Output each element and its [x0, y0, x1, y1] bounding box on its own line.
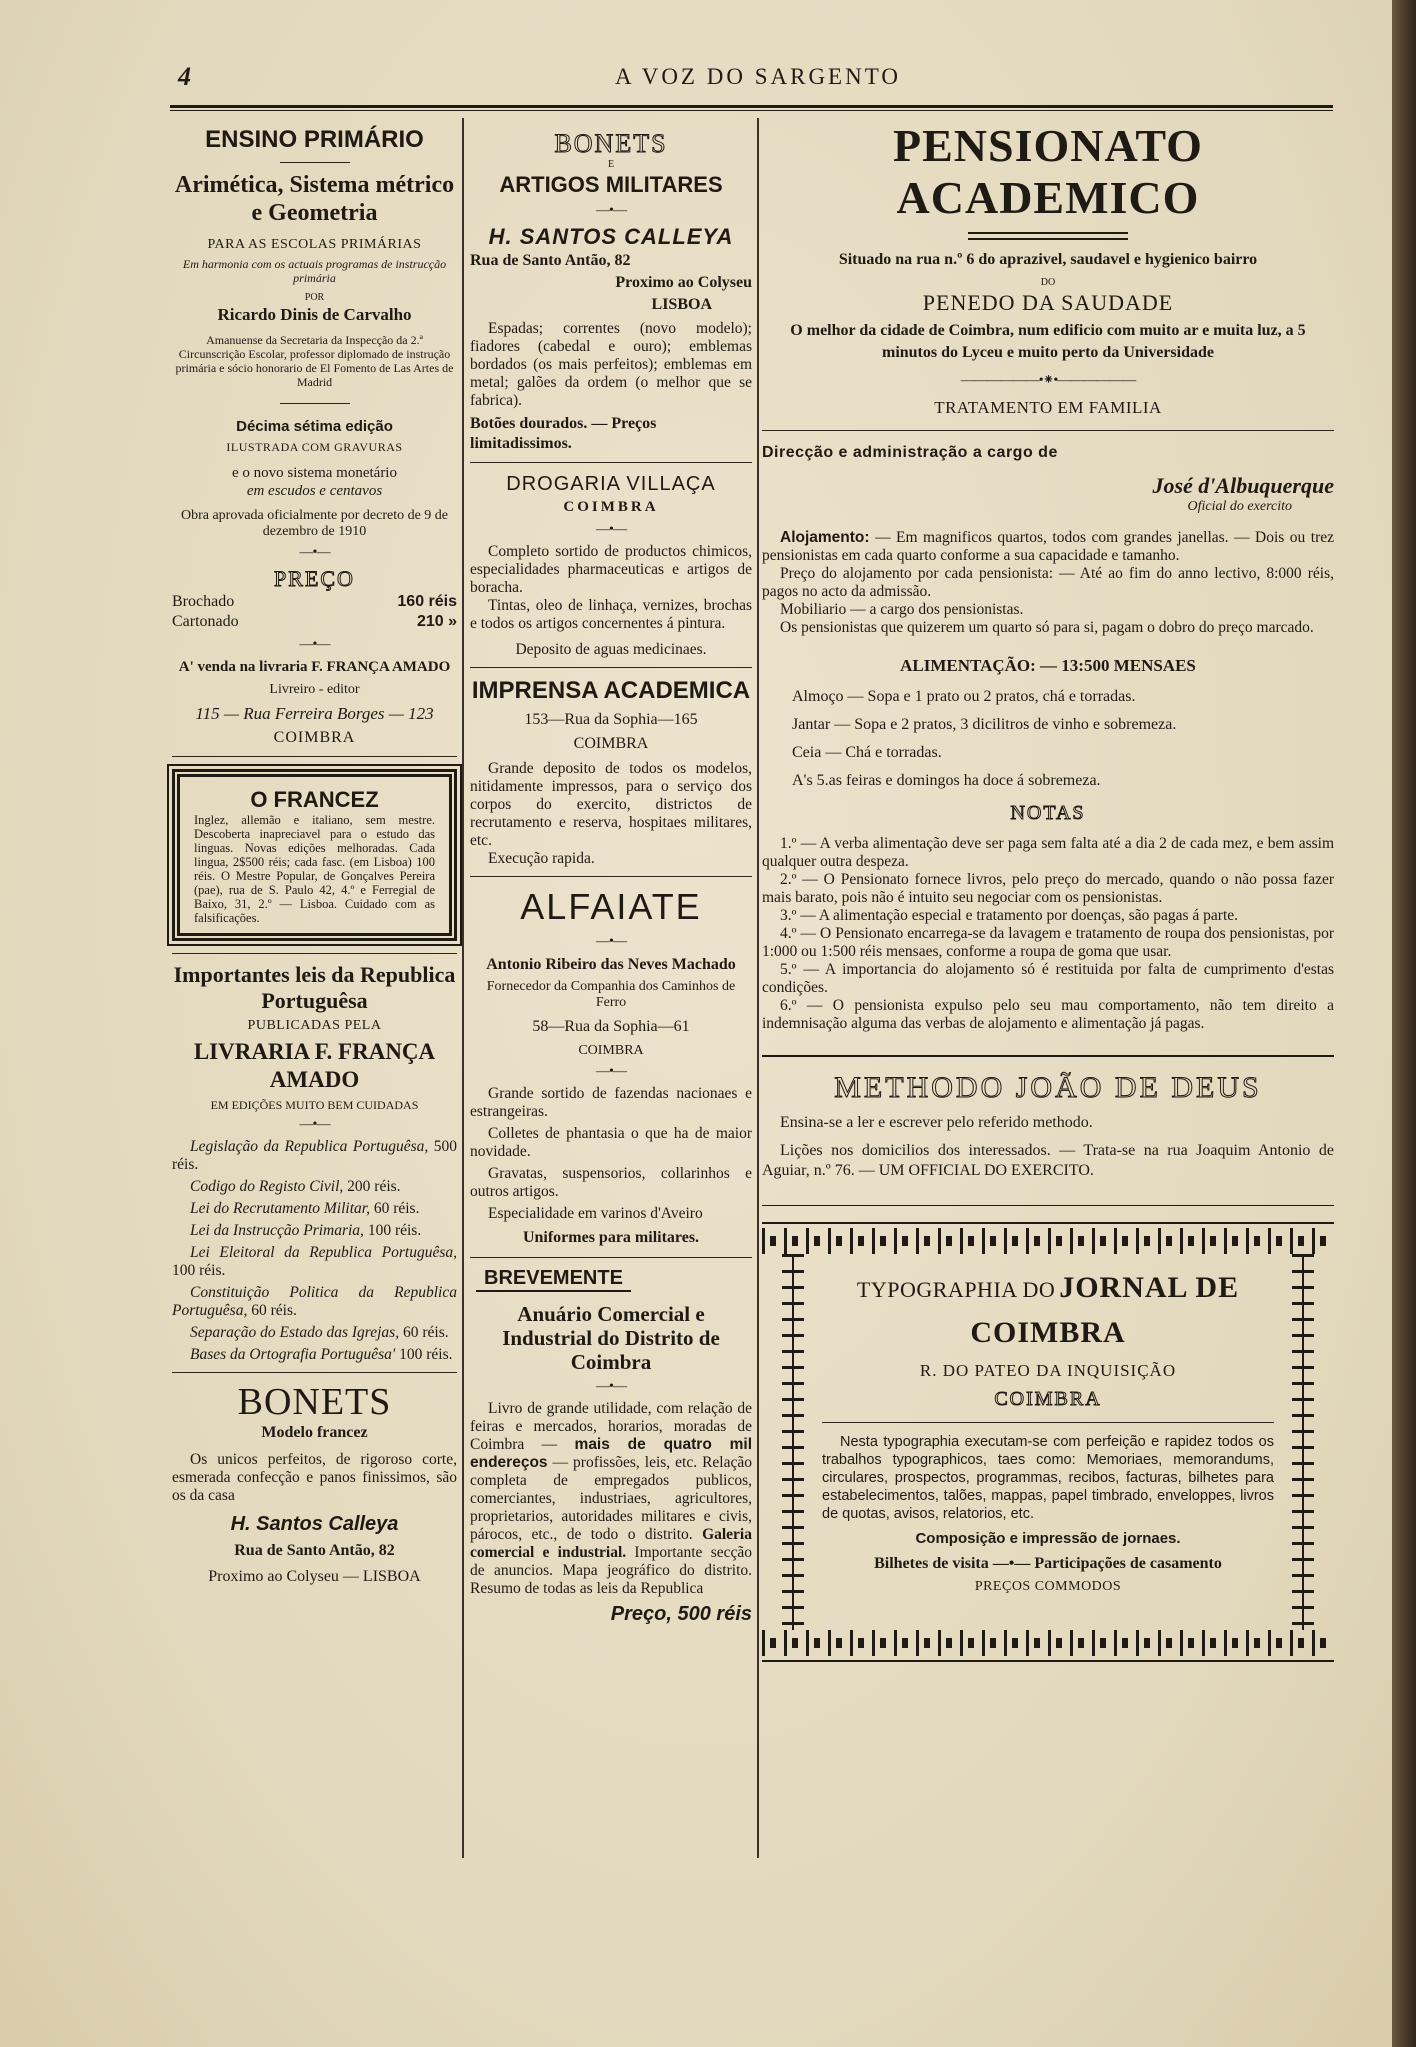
location: Proximo ao Colyseu — LISBOA: [208, 1568, 421, 1585]
law-price: 60 réis.: [402, 1324, 449, 1341]
audience: PARA AS ESCOLAS PRIMÁRIAS: [207, 237, 422, 252]
city: COIMBRA: [994, 1388, 1102, 1410]
law-title: Legislação da Republica Portuguêsa,: [190, 1138, 429, 1155]
food-title: ALIMENTAÇÃO: — 13:500 MENSAES: [900, 656, 1196, 675]
section-divider: [470, 667, 752, 668]
ad-title: ENSINO PRIMÁRIO: [205, 126, 424, 153]
page-number: 4: [178, 62, 191, 91]
divider: [280, 162, 350, 163]
ad-footer: Botões dourados. — Preços limitadissimos.: [470, 415, 657, 452]
ornament: —•—: [596, 1379, 626, 1394]
column-rule-2: [757, 118, 759, 1858]
divider: [762, 430, 1334, 431]
title-main: JORNAL DE COIMBRA: [970, 1271, 1240, 1349]
price-label: Cartonado: [172, 613, 239, 630]
ad-text-4: Especialidade em varinos d'Aveiro: [488, 1205, 703, 1222]
ad-text: Grande deposito de todos os modelos, nitidamente impressos, para o serviço dos corpos do exercito, districtos de recrutamento e reserva, hospitaes militares, etc.: [470, 760, 752, 849]
approval: Obra aprovada oficialmente por decreto de 9 de dezembro de 1910: [180, 508, 449, 539]
ad-title: O FRANCEZ: [250, 787, 379, 812]
ad-methodo: [762, 1071, 1334, 1181]
program-note: Em harmonia com os actuais programas de instrucção primária: [182, 257, 447, 285]
editions-note: EM EDIÇÕES MUITO BEM CUIDADAS: [210, 1098, 419, 1112]
ad-text-2: Colletes de phantasia o que ha de maior novidade.: [470, 1125, 752, 1160]
lodging-text: — Em magnificos quartos, todos com grandes janellas. — Dois ou trez pensionistas em cada quarto conforme a sua capacidade e tamanho.: [762, 529, 1335, 564]
note-item: 3.º — A alimentação especial e tratamento por doenças, são pagas á parte.: [780, 907, 1238, 924]
address: 58—Rua da Sophia—61: [532, 1018, 690, 1035]
do-label: DO: [1040, 277, 1056, 288]
notes-list: [762, 835, 1334, 1033]
ornament: —•—: [992, 1555, 1035, 1572]
divider: [822, 1422, 1274, 1423]
column-2: [470, 120, 752, 1626]
note-item: 5.º — A importancia do alojamento só é restituida por falta de cumprimento d'estas condições.: [762, 961, 1334, 996]
law-price: 100 réis.: [399, 1346, 453, 1363]
ad-line-2: Lições nos domicilios dos interessados. — Trata-se na rua Joaquim Antonio de Aguiar, n.º 76. — UM OFFICIAL DO EXERCITO.: [762, 1142, 1334, 1179]
furniture: Mobiliario — a cargo dos pensionistas.: [780, 601, 1024, 618]
note-item: 6.º — O pensionista expulso pelo seu mau comportamento, não tem direito a indemnisação alguma das verbas de alojamento e alimentação já pagas.: [762, 997, 1334, 1032]
section-divider: [470, 876, 752, 877]
law-title: Separação do Estado das Igrejas,: [190, 1324, 400, 1341]
ad-text: [470, 1400, 752, 1598]
law-title: Lei da Instrucção Primaria,: [190, 1222, 364, 1239]
ornament: —•—: [596, 934, 626, 949]
author: Ricardo Dinis de Carvalho: [217, 305, 412, 324]
price-title: PREÇO: [274, 566, 355, 591]
address: 115 — Rua Ferreira Borges — 123: [195, 704, 434, 723]
address: R. DO PATEO DA INQUISIÇÃO: [919, 1361, 1177, 1380]
ad-text: Nesta typographia executam-se com perfeição e rapidez todos os trabalhos typographicos, taes como: Memoriaes, memorandums, circulares, prospectos, programmas, recibos, facturas, bilhetes para estabelecimentos, talões, mappas, papel timbrado, enveloppes, livros de quotas, avisos, relatorios, etc.: [822, 1434, 1274, 1522]
note-item: 2.º — O Pensionato fornece livros, pelo preço do mercado, quando o não possa fazer mais barato, pois não é intuito seu negociar com os pensionistas.: [762, 871, 1334, 906]
address: 153—Rua da Sophia—165: [524, 711, 698, 728]
ad-text-2: Tintas, oleo de linhaça, vernizes, brochas e todos os artigos concernentes á pintura.: [470, 597, 752, 632]
text-part: Resumo de todas as leis da Republica: [470, 1580, 704, 1597]
ad-text-2: Execução rapida.: [488, 850, 595, 867]
city: LISBOA: [651, 296, 712, 313]
firm: H. SANTOS CALLEYA: [488, 224, 734, 249]
law-price: 100 réis.: [367, 1222, 422, 1239]
conjunction: E: [607, 159, 615, 170]
ad-pensionato: [762, 120, 1334, 1033]
ad-text-3: Deposito de aguas medicinaes.: [515, 641, 707, 658]
masthead: A VOZ DO SARGENTO: [615, 64, 901, 89]
cards-visit: Bilhetes de visita: [874, 1555, 989, 1572]
illustrated: ILUSTRADA COM GRAVURAS: [226, 440, 403, 454]
ad-imprensa-academica: [470, 676, 752, 868]
header-rule: [170, 105, 1333, 111]
column-1: [172, 120, 457, 1587]
law-item: [172, 1178, 457, 1196]
lodging-label: Alojamento:: [780, 529, 870, 546]
divider: [280, 403, 350, 404]
law-title: Codigo do Registo Civil,: [190, 1178, 344, 1195]
text-part: Importante secção de anuncios. Mapa jeográfico do distrito.: [470, 1544, 752, 1579]
ad-title: [822, 1268, 1274, 1358]
firm: H. Santos Calleya: [230, 1513, 399, 1535]
ad-bonets-artigos: [470, 130, 752, 454]
meal-item: Jantar — Sopa e 2 pratos, 3 dicilitros de vinho e sobremeza.: [792, 716, 1177, 733]
law-item: [172, 1138, 457, 1174]
price-row: [172, 592, 457, 612]
ad-title: IMPRENSA ACADEMICA: [471, 677, 751, 704]
text-part: Livro de grande utilidade, com relação de feiras e mercados, horarios, moradas de Coimbra —: [470, 1400, 752, 1453]
ornament: —•—: [596, 203, 626, 218]
near: Proximo ao Colyseu: [615, 274, 752, 291]
services: Composição e impressão de jornaes.: [915, 1530, 1181, 1547]
section-divider: [470, 462, 752, 463]
ad-title: Anuário Comercial e Industrial do Distrito de Coimbra: [502, 1302, 720, 1374]
ad-ensino-primario: [172, 126, 457, 748]
coming-soon-label: BREVEMENTE: [476, 1266, 631, 1292]
ornament: —•—: [299, 545, 330, 560]
direction: Direcção e administração a cargo de: [762, 444, 1058, 461]
text-highlight: mais de quatro mil endereços: [470, 1436, 753, 1471]
director: José d'Albuquerque: [1152, 473, 1334, 498]
section-divider: [762, 1055, 1334, 1057]
title-part: TYPOGRAPHIA DO: [856, 1277, 1056, 1302]
family-treatment: TRATAMENTO EM FAMILIA: [934, 398, 1162, 417]
ornament: —•—: [299, 1117, 330, 1132]
ad-bonets-modelo: [172, 1381, 457, 1587]
law-item: [172, 1244, 457, 1280]
price-value: 210 »: [416, 613, 457, 630]
address: Rua de Santo Antão, 82: [470, 252, 631, 269]
law-item: [172, 1200, 457, 1218]
note-item: 1.º — A verba alimentação deve ser paga sem falta até a dia 2 de cada mez, e bem assim qualquer outra despeza.: [762, 835, 1334, 870]
published-by: PUBLICADAS PELA: [247, 1018, 382, 1033]
edition: Décima sétima edição: [236, 418, 393, 435]
lodging-price: Preço do alojamento por cada pensionista: — Até ao fim do anno lectivo, 8:000 réis, pagos no acto da admissão.: [762, 565, 1334, 600]
publisher: LIVRARIA F. FRANÇA AMADO: [193, 1039, 436, 1092]
ornament: —•—: [596, 1064, 626, 1079]
ad-title: ALFAIATE: [520, 886, 702, 927]
sale-line: A' venda na livraria F. FRANÇA AMADO: [178, 659, 451, 675]
meal-item: Almoço — Sopa e 1 prato ou 2 pratos, chá e torradas.: [792, 688, 1136, 705]
section-divider: [172, 953, 457, 954]
ad-alfaiate: [470, 885, 752, 1249]
ad-subtitle: Arimética, Sistema métrico e Geometria: [174, 172, 455, 226]
section-divider: [172, 1372, 457, 1373]
law-price: 60 réis.: [373, 1200, 420, 1217]
law-title: Lei do Recrutamento Militar,: [190, 1200, 370, 1217]
price-table: [172, 592, 457, 632]
director-role: Oficial do exercito: [1187, 499, 1292, 514]
law-title: Bases da Ortografia Portuguêsa': [190, 1346, 396, 1363]
ad-text-3: Gravatas, suspensorios, collarinhos e outros artigos.: [470, 1165, 752, 1200]
ad-title: BONETS: [237, 1381, 392, 1423]
law-title: Constituição Politica da Republica Portuguêsa,: [172, 1284, 457, 1319]
ad-title: METHODO JOÃO DE DEUS: [834, 1071, 1262, 1104]
ad-text: Os unicos perfeitos, de rigoroso corte, esmerada confecção e panos finissimos, são os da casa: [172, 1451, 457, 1504]
border-ornament-right: [1292, 1254, 1314, 1630]
law-price: 60 réis.: [251, 1302, 297, 1319]
law-title: Lei Eleitoral da Republica Portuguêsa,: [190, 1244, 457, 1261]
ad-leis-republica: [172, 962, 457, 1364]
monetary-system: e o novo sistema monetário: [232, 465, 397, 481]
address: Rua de Santo Antão, 82: [234, 1542, 395, 1559]
city: COIMBRA: [563, 499, 659, 515]
ad-title: BONETS: [554, 129, 668, 158]
ad-title: DROGARIA VILLAÇA: [506, 473, 716, 495]
border-ornament-left: [782, 1254, 804, 1630]
ad-text-1: Grande sortido de fazendas nacionaes e estrangeiras.: [470, 1085, 752, 1120]
page-edge: [1392, 0, 1416, 2047]
supplier: Fornecedor da Companhia dos Caminhos de Ferro: [486, 979, 736, 1010]
text-highlight: Galeria comercial e industrial.: [470, 1526, 752, 1561]
ad-anuario: [470, 1266, 752, 1626]
price: Preço, 500 réis: [610, 1603, 752, 1625]
ad-line-1: Ensina-se a ler e escrever pelo referido methodo.: [780, 1114, 1093, 1131]
column-rule-1: [462, 118, 464, 1858]
cards: [822, 1553, 1274, 1575]
ad-text: Espadas; correntes (novo modelo); fiadores (cabedal e ouro); emblemas bordados (os mais perfeitos); emblemas em metal; galões da ordem (o melhor que se fabrica).: [470, 320, 752, 409]
law-item: [172, 1284, 457, 1320]
ornament: —•—: [299, 637, 330, 652]
law-price: 500 réis.: [172, 1138, 457, 1173]
ad-drogaria: [470, 471, 752, 659]
city: COIMBRA: [273, 729, 356, 746]
page-header: [178, 62, 1338, 102]
section-divider: [470, 1257, 752, 1258]
ad-typographia: [762, 1222, 1334, 1662]
ad-text: Inglez, allemão e italiano, sem mestre. Descoberta inapreciavel para o estudo das linguas. Novas edições melhoradas. Cada lingua, 2$500 réis; cada fasc. (em Lisboa) 100 réis. O Mestre Popular, de Gonçalves Pereira (pae), rua de S. Paulo 42, 4.º e Ferregial de Baixo, 31, 2.º — Lisboa. Cuidado com as falsificações.: [194, 813, 435, 925]
typographia-content: [822, 1268, 1274, 1595]
law-item: [172, 1346, 457, 1364]
location: Situado na rua n.º 6 do aprazivel, saudavel e hygienico bairro: [838, 251, 1258, 268]
price-value: 160 réis: [397, 593, 457, 610]
column-3: [762, 120, 1334, 1662]
lodging: [762, 529, 1334, 565]
law-price: 200 réis.: [347, 1178, 401, 1195]
city: COIMBRA: [578, 1043, 644, 1058]
ornament: —•—: [596, 522, 626, 537]
ad-title: Importantes leis da Republica Portuguêsa: [173, 962, 456, 1013]
ad-title: PENSIONATO ACADEMICO: [893, 120, 1203, 223]
cards-wedding: Participações de casamento: [1034, 1555, 1222, 1572]
notes-title: NOTAS: [1010, 802, 1086, 824]
description: O melhor da cidade de Coimbra, num edificio com muito ar e muita luz, a 5 minutos do Lyceu e muito perto da Universidade: [790, 322, 1306, 361]
border-ornament-bottom: [762, 1630, 1334, 1656]
city: COIMBRA: [573, 735, 649, 752]
meal-item: A's 5.as feiras e domingos ha doce á sobremeza.: [792, 772, 1101, 789]
title-ornament: [968, 232, 1128, 240]
author-credentials: Amanuense da Secretaria da Inspecção da 2.ª Circunscrição Escolar, professor diplomado de instrução primária e sócio honorario de El Fomento de Las Artes de Madrid: [175, 333, 454, 389]
by-label: POR: [304, 292, 325, 303]
ad-subtitle: Modelo francez: [261, 1424, 368, 1441]
price-label: Brochado: [172, 593, 235, 610]
text-part: — profissões, leis, etc. Relação completa de empregados publicos, comerciantes, industriaes, agricultores, proprietarios, autoridades militares e civis, párocos, etc., de todo o distrito.: [470, 1454, 753, 1543]
ad-text-1: Completo sortido de productos chimicos, especialidades pharmaceuticas e artigos de boracha.: [470, 543, 752, 596]
monetary-units: em escudos e centavos: [246, 483, 383, 499]
tailor-name: Antonio Ribeiro das Neves Machado: [486, 956, 736, 973]
price-row: [172, 612, 457, 632]
law-item: [172, 1324, 457, 1342]
prices: PREÇOS COMMODOS: [974, 1579, 1122, 1594]
law-price: 100 réis.: [172, 1262, 226, 1279]
ad-subtitle: ARTIGOS MILITARES: [499, 172, 723, 197]
ornament: ——————•⁕•——————: [960, 373, 1136, 388]
border-ornament-top: [762, 1228, 1334, 1254]
meal-list: [762, 687, 1334, 791]
single-room: Os pensionistas que quizerem um quarto só para si, pagam o dobro do preço marcado.: [780, 619, 1314, 636]
meal-item: Ceia — Chá e torradas.: [792, 744, 942, 761]
law-list: [172, 1138, 457, 1364]
district: PENEDO DA SAUDADE: [922, 290, 1174, 315]
section-divider: [172, 756, 457, 757]
section-divider: [762, 1205, 1334, 1206]
law-item: [172, 1222, 457, 1240]
seller-role: Livreiro - editor: [269, 682, 360, 697]
ad-text-5: Uniformes para militares.: [522, 1229, 700, 1246]
note-item: 4.º — O Pensionato encarrega-se da lavagem e tratamento de roupa dos pensionistas, por 1:000 ou 1:500 réis mensaes, conforme a roupa de goma que usar.: [762, 925, 1334, 960]
ad-o-francez: [172, 769, 457, 941]
